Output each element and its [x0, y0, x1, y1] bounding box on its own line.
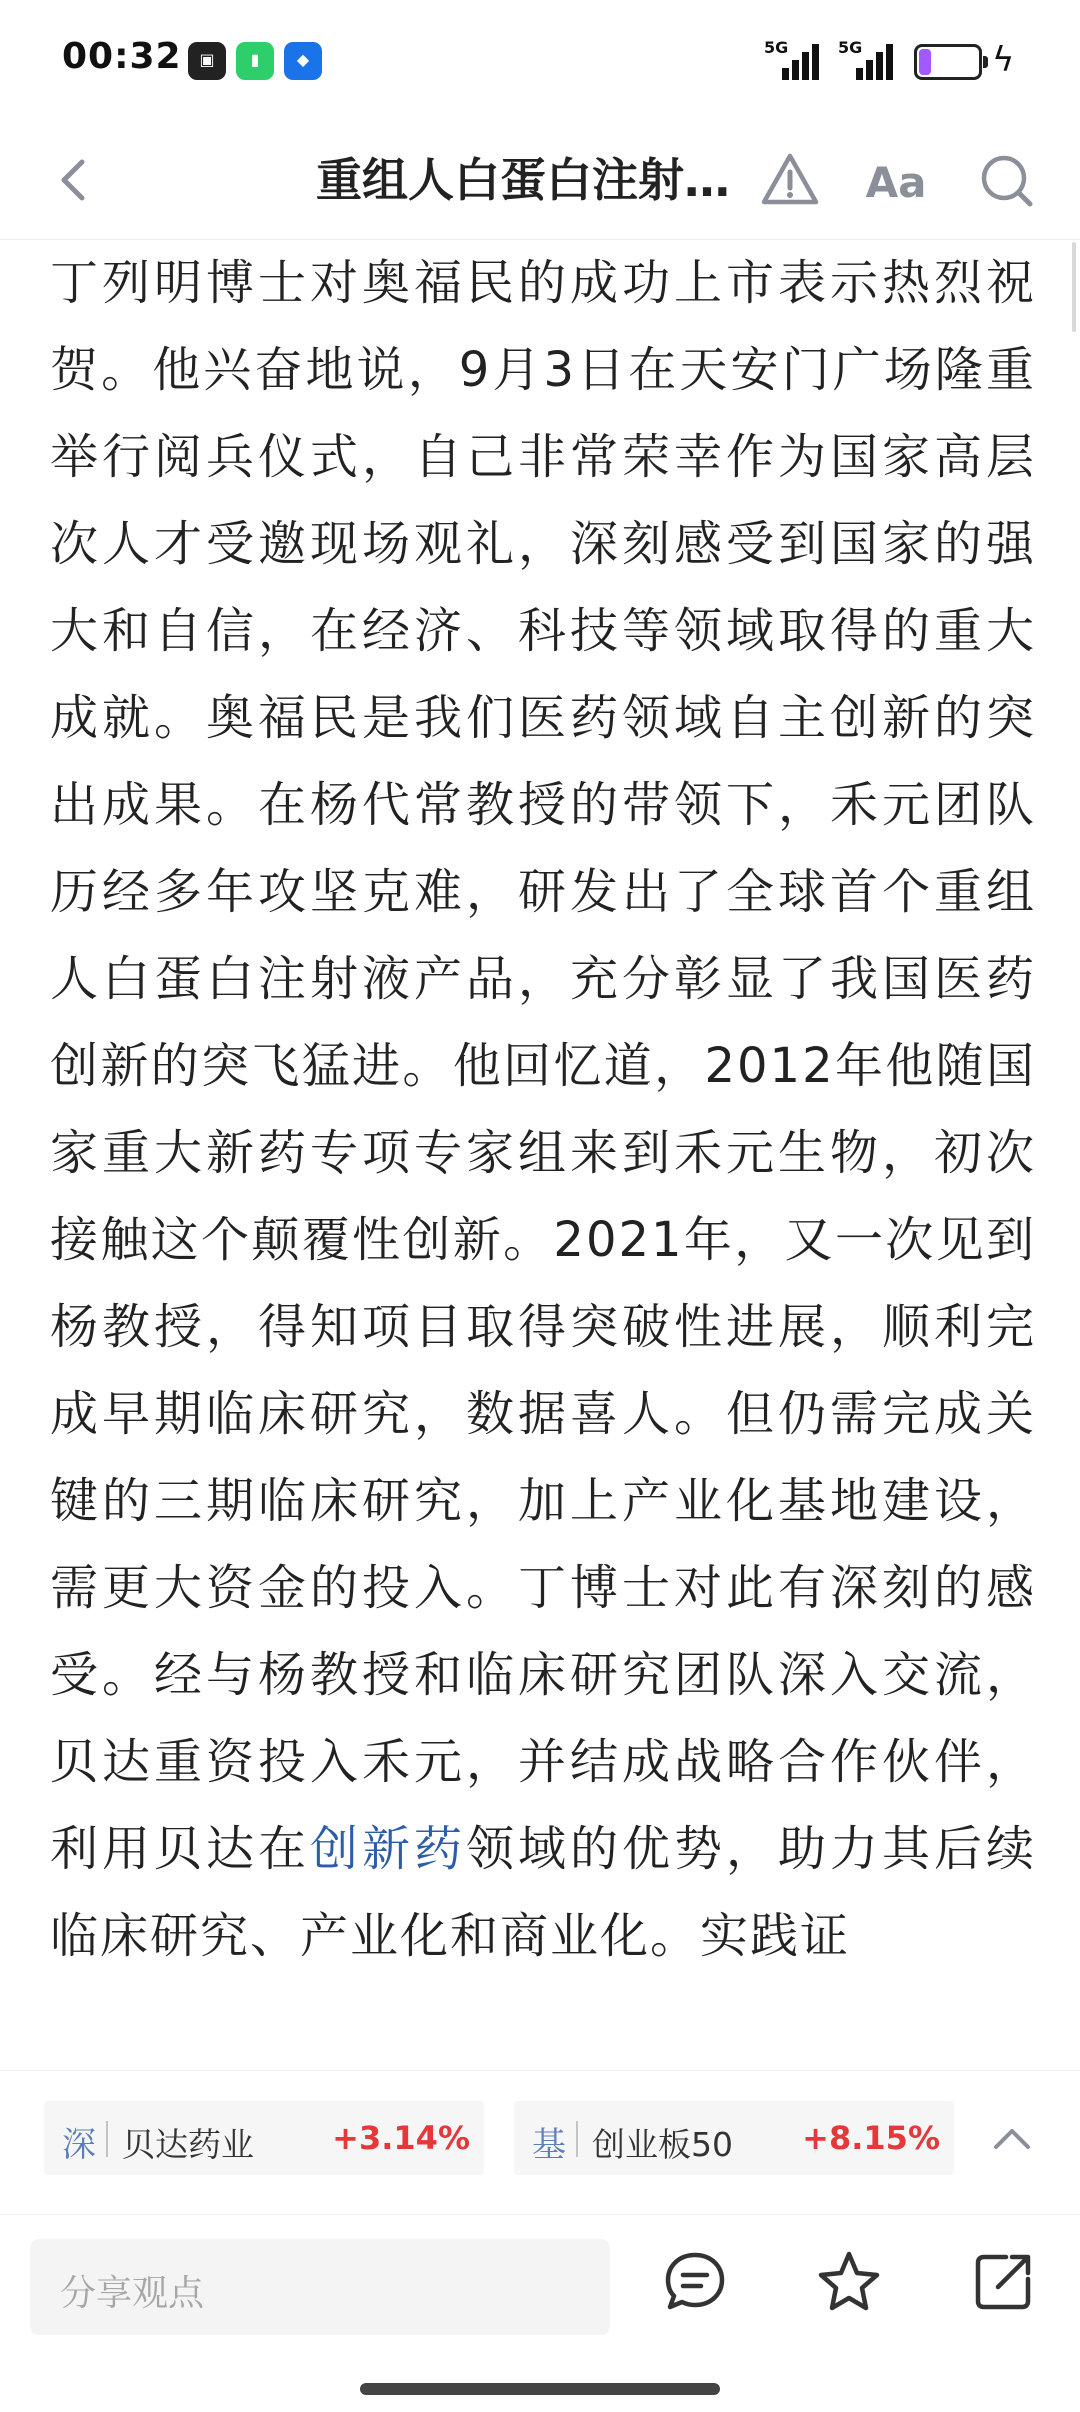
scrollbar[interactable]	[1072, 242, 1076, 332]
share-placeholder: 分享观点	[60, 2273, 205, 2314]
battery-level: 21	[931, 48, 965, 76]
warning-icon[interactable]	[758, 148, 822, 212]
stock-name: 创业板50	[592, 2125, 733, 2164]
chevron-up-icon[interactable]	[984, 2115, 1040, 2163]
share-icon[interactable]	[968, 2247, 1038, 2317]
signal-icon	[764, 40, 822, 80]
ai-app-icon: ◆	[284, 42, 322, 80]
star-icon[interactable]	[814, 2247, 884, 2317]
font-size-icon: Aa	[865, 158, 927, 207]
stock-change: +3.14%	[332, 2119, 470, 2157]
share-opinion-input[interactable]	[30, 2239, 610, 2335]
stock-chip-beida[interactable]	[44, 2101, 484, 2175]
status-time: 00:32	[62, 36, 182, 77]
article-paragraph	[50, 240, 1036, 1980]
article-header	[0, 120, 1080, 240]
signal-label: 5G	[838, 38, 863, 57]
app-icon-1: ▣	[188, 42, 226, 80]
bottom-action-bar	[0, 2214, 1080, 2412]
stock-chip-cyb50[interactable]	[514, 2101, 954, 2175]
stock-name: 贝达药业	[122, 2125, 254, 2164]
comment-icon[interactable]	[660, 2247, 730, 2317]
back-chevron-icon[interactable]	[46, 150, 106, 210]
font-size-button[interactable]	[864, 148, 928, 212]
signal-label: 5G	[764, 38, 789, 57]
search-icon[interactable]	[974, 148, 1038, 212]
market-tag: 深	[62, 2125, 96, 2165]
status-bar	[0, 0, 1080, 120]
article-text: 领域的优势，助力其后续临床研究、产业化和商业化。实践证	[50, 1821, 1036, 1964]
innovative-drug-link[interactable]: 创新药	[310, 1821, 466, 1877]
battery-icon	[914, 44, 982, 80]
page-title: 重组人白蛋白注射…	[316, 153, 730, 207]
charging-bolt-icon: ϟ	[992, 40, 1015, 80]
related-stocks-bar	[0, 2070, 1080, 2214]
home-indicator[interactable]	[360, 2383, 720, 2395]
signal-icon	[838, 40, 896, 80]
article-body	[50, 240, 1036, 2064]
article-text: 丁列明博士对奥福民的成功上市表示热烈祝贺。他兴奋地说，9月3日在天安门广场隆重举行阅兵仪式，自己非常荣幸作为国家高层次人才受邀现场观礼，深刻感受到国家的强大和自信，在经济、科技等领域取得的重大成就。奥福民是我们医药领域自主创新的突出成果。在杨代常教授的带领下，禾元团队历经多年攻坚克难，研发出了全球首个重组人白蛋白注射液产品，充分彰显了我国医药创新的突飞猛进。他回忆道，2012年他随国家重大新药专项专家组来到禾元生物，初次接触这个颠覆性创新。2021年，又一次见到杨教授，得知项目取得突破性进展，顺利完成早期临床研究，数据喜人。但仍需完成关键的三期临床研究，加上产业化基地建设，需更大资金的投入。丁博士对此有深刻的感受。经与杨教授和临床研究团队深入交流，贝达重资投入禾元，并结成战略合作伙伴，利用贝达在	[50, 255, 1036, 1877]
battery-saver-icon: ▮	[236, 42, 274, 80]
stock-change: +8.15%	[802, 2119, 940, 2157]
market-tag: 基	[532, 2125, 566, 2165]
